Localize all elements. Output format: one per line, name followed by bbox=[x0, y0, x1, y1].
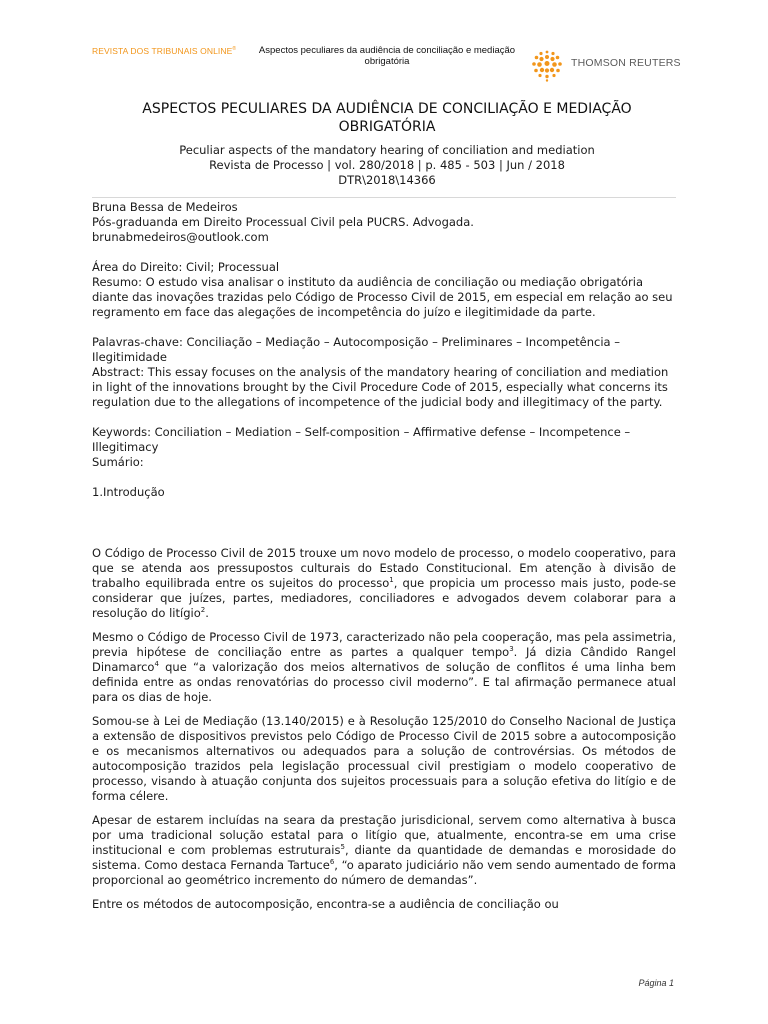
article-body bbox=[92, 546, 676, 921]
divider bbox=[92, 197, 676, 198]
thomson-reuters-wordmark: THOMSON REUTERS bbox=[571, 57, 681, 69]
paragraph: Apesar de estarem incluídas na seara da prestação jurisdicional, servem como alternativa à busca por uma tradicional solução estatal para o litígio que, atualmente, encontra-se em uma crise institucional e com problemas estruturais$^5$, diante da quantidade de demandas e morosidade do sistema. Como destaca Fernanda Tartuce$^6$, “o aparato judiciário não vem sendo aumentado de forma proporcional ao geométrico incremento do número de demandas”. bbox=[92, 813, 676, 887]
citation: Revista de Processo | vol. 280/2018 | p. 485 - 503 | Jun / 2018 bbox=[209, 158, 565, 172]
page-number: Página 1 bbox=[638, 978, 674, 988]
dtr-reference: DTR\2018\14366 bbox=[338, 173, 436, 187]
paragraph: Mesmo o Código de Processo Civil de 1973, caracterizado não pela cooperação, mas pela assimetria, previa hipótese de conciliação entre as partes a qualquer tempo$^3$. Já dizia Cândido Rangel Dinamarco$^4$ que “a valorização dos meios alternativos de solução de conflitos é uma linha bem definida entre as ondas renovatórias do processo civil moderno”. E tal afirmação permanece atual para os dias de hoje. bbox=[92, 630, 676, 704]
footnote-ref[interactable]: 1 bbox=[389, 576, 394, 585]
rt-online-brand: REVISTA DOS TRIBUNAIS ONLINE® bbox=[92, 46, 237, 56]
document-title: ASPECTOS PECULIARES DA AUDIÊNCIA DE CONCILIAÇÃO E MEDIAÇÃO OBRIGATÓRIA bbox=[142, 101, 632, 135]
paragraph: Somou-se à Lei de Mediação (13.140/2015) e à Resolução 125/2010 do Conselho Nacional de Justiça a extensão de dispositivos previstos pelo Código de Processo Civil de 2015 sobre a autocomposição e os mecanismos alternativos ou adequados para a solução de controvérsias. Os métodos de autocomposição trazidos pela legislação processual civil prestigiam o modelo cooperativo de processo, visando à atuação conjunta dos sujeitos processuais para a solução efetiva do litígio e de forma célere. bbox=[92, 714, 676, 803]
thomson-reuters-logo-icon bbox=[530, 48, 564, 82]
article-metadata bbox=[92, 200, 682, 500]
abstract: Abstract: This essay focuses on the analysis of the mandatory hearing of conciliation and mediation in light of the innovations brought by the Civil Procedure Code of 2015, especially what concerns its regulation due to the allegations of incompetence of the judicial body and illegitimacy of the party. bbox=[92, 365, 669, 409]
header-article-title: Aspectos peculiares da audiência de conciliação e mediação obrigatória bbox=[258, 45, 516, 67]
area-do-direito: Área do Direito: Civil; Processual bbox=[92, 260, 280, 274]
paragraph: Entre os métodos de autocomposição, encontra-se a audiência de conciliação ou bbox=[92, 897, 559, 911]
keywords: Keywords: Conciliation – Mediation – Self-composition – Affirmative defense – Incompetence – Illegitimacy bbox=[92, 425, 631, 454]
paragraph: O Código de Processo Civil de 2015 trouxe um novo modelo de processo, o modelo cooperativo, para que se atenda aos pressupostos culturais do Estado Constitucional. Em atenção à divisão de trabalho equilibrada entre os sujeitos do processo$^1$, que propicia um processo mais justo, pode-se considerar que juízes, partes, mediadores, conciliadores e advogados devem colaborar para a resolução do litígio$^2$. bbox=[92, 546, 676, 620]
author-name: Bruna Bessa de Medeiros bbox=[92, 200, 238, 214]
author-affiliation: Pós-graduanda em Direito Processual Civil pela PUCRS. Advogada. bbox=[92, 215, 474, 229]
footnote-ref[interactable]: 6 bbox=[329, 858, 335, 867]
footnote-ref[interactable]: 5 bbox=[340, 843, 345, 852]
palavras-chave: Palavras-chave: Conciliação – Mediação – Autocomposição – Preliminares – Incompetência – Ilegitimidade bbox=[92, 335, 621, 364]
resumo: Resumo: O estudo visa analisar o instituto da audiência de conciliação ou mediação obrigatória diante das inovações trazidas pelo Código de Processo Civil de 2015, em especial em relação ao seu regramento em face das alegações de incompetência do juízo e ilegitimidade da parte. bbox=[92, 275, 673, 319]
author-email: brunabmedeiros@outlook.com bbox=[92, 230, 269, 244]
section-heading-introducao: 1.Introdução bbox=[92, 485, 165, 499]
document-subtitle-block bbox=[92, 143, 682, 188]
footnote-ref[interactable]: 2 bbox=[200, 606, 206, 615]
footnote-ref[interactable]: 3 bbox=[509, 645, 514, 654]
footnote-ref[interactable]: 4 bbox=[154, 660, 159, 669]
sumario: Sumário: bbox=[92, 455, 144, 469]
english-title: Peculiar aspects of the mandatory hearing of conciliation and mediation bbox=[179, 143, 595, 157]
page-header bbox=[92, 40, 682, 86]
